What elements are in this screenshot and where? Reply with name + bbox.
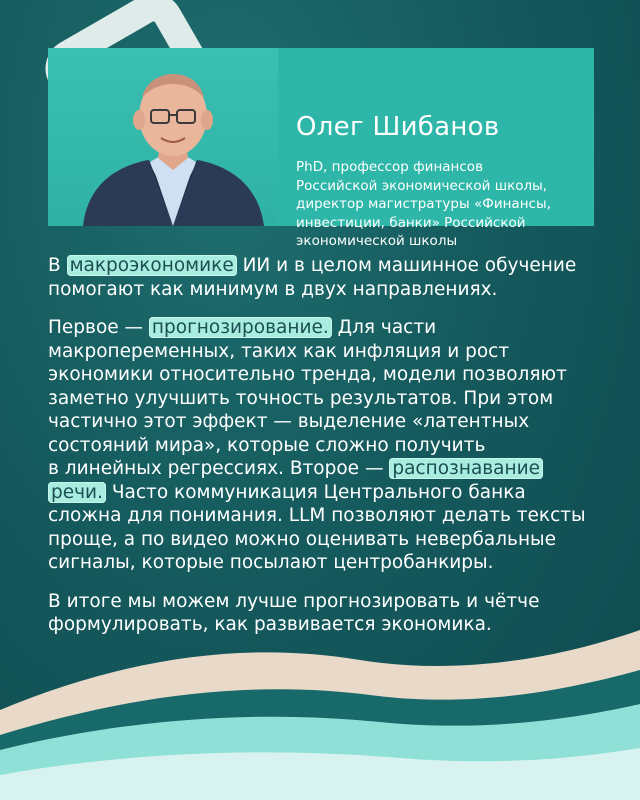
bio-line: инвестиции, банки» Российской <box>296 214 526 231</box>
text-line: помогают как минимум в двух направлениях. <box>48 278 498 300</box>
text-fragment: в линейных регрессиях. Второе — <box>48 458 390 479</box>
text-line: заметно улучшить точность результатов. При этом <box>48 387 554 409</box>
text-line: макропеременных, таких как инфляция и рост <box>48 340 510 362</box>
author-name: Олег Шибанов <box>296 112 500 142</box>
paragraph-main <box>48 316 604 575</box>
highlight-macroeconomics: макроэкономике <box>67 255 237 276</box>
text-line: формулировать, как развивается экономика. <box>48 614 492 635</box>
text-line <box>48 481 604 505</box>
bio-line: Российской экономической школы, <box>296 177 548 194</box>
text-line: состояний мира», которые сложно получить <box>48 434 486 456</box>
text-line: сигналы, которые посылают центробанкиры. <box>48 552 494 573</box>
text-line: проще, а по видео можно оценивать невербальные <box>48 528 557 550</box>
text-line: сложна для понимания. LLM позволяют делать тексты <box>48 505 586 526</box>
author-bio <box>296 158 636 251</box>
text-line <box>48 254 604 278</box>
text-fragment: ИИ и в целом машинное обучение <box>236 255 577 276</box>
article-body <box>48 254 604 652</box>
text-line: экономики относительно тренда, модели позволяют <box>48 364 567 385</box>
bio-line: директор магистратуры «Финансы, <box>296 196 551 212</box>
highlight-speech-recognition-cont: речи. <box>48 482 106 503</box>
text-line <box>48 316 604 340</box>
author-portrait <box>78 58 268 226</box>
decorative-waves <box>0 600 640 800</box>
text-fragment: В <box>48 255 67 276</box>
highlight-forecasting: прогнозирование. <box>149 317 332 338</box>
text-line: В итоге мы можем лучше прогнозировать и чётче <box>48 590 540 612</box>
text-fragment: Для части <box>331 317 437 338</box>
bio-line: экономической школы <box>296 233 458 249</box>
text-line <box>48 457 604 481</box>
paragraph-intro <box>48 254 604 301</box>
text-fragment: Часто коммуникация Центрального банка <box>105 481 526 503</box>
author-card <box>48 48 594 249</box>
bio-line: PhD, профессор финансов <box>296 159 484 175</box>
text-line: частично этот эффект — выделение «латентных <box>48 411 530 432</box>
highlight-speech-recognition: распознавание <box>389 458 543 479</box>
text-fragment: Первое — <box>48 317 149 338</box>
